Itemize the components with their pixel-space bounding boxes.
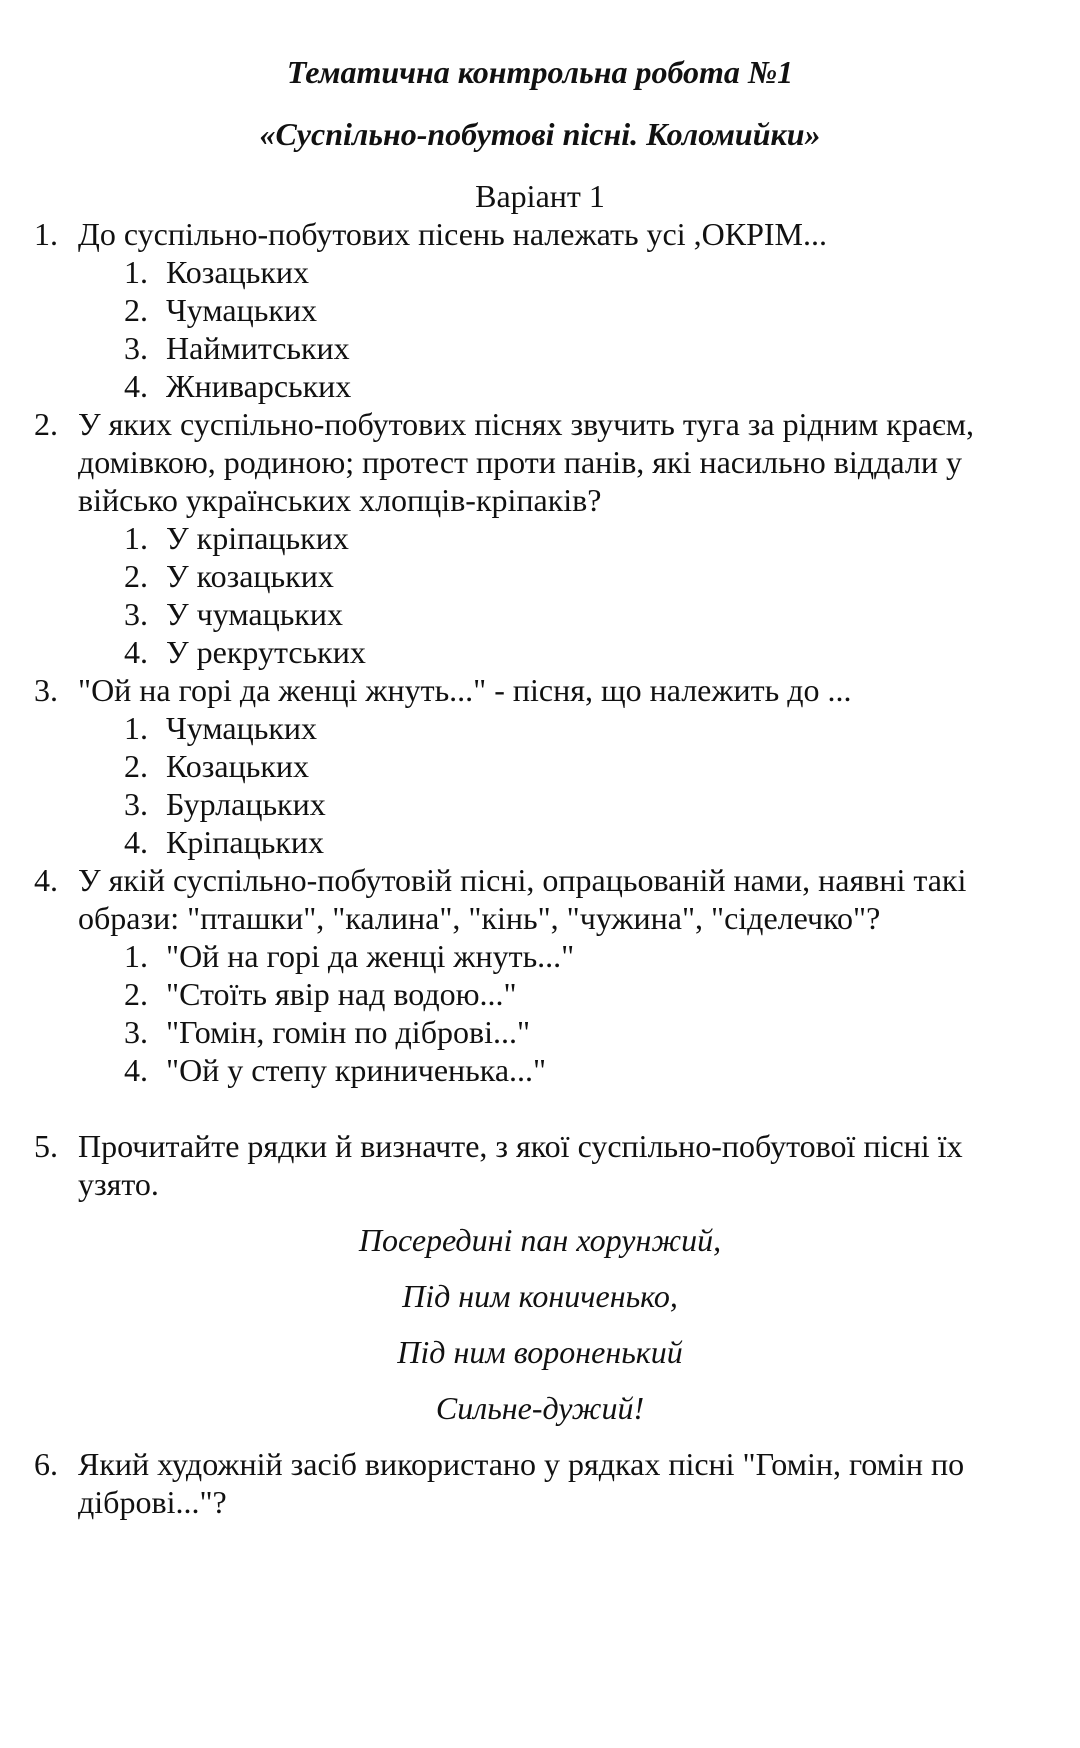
option-number: 3. xyxy=(124,786,148,822)
option-number: 2. xyxy=(124,748,148,784)
option-text: У рекрутських xyxy=(166,634,366,670)
option-number: 3. xyxy=(124,596,148,632)
question-number: 4. xyxy=(34,862,58,898)
option-number: 4. xyxy=(124,634,148,670)
poem-line: Під ним вороненький xyxy=(397,1334,683,1370)
question-text: образи: "пташки", "калина", "кінь", "чужина", "сіделечко"? xyxy=(78,900,881,936)
page-title: Тематична контрольна робота №1 xyxy=(286,54,794,90)
question-text: Прочитайте рядки й визначте, з якої суспільно-побутової пісні їх xyxy=(78,1128,963,1164)
question-number: 3. xyxy=(34,672,58,708)
question-number: 5. xyxy=(34,1128,58,1164)
option-text: Бурлацьких xyxy=(166,786,326,822)
option-text: Козацьких xyxy=(166,748,309,784)
option-number: 4. xyxy=(124,1052,148,1088)
option-number: 1. xyxy=(124,520,148,556)
poem-line: Посередині пан хорунжий, xyxy=(358,1222,722,1258)
page-subtitle: «Суспільно-побутові пісні. Коломийки» xyxy=(259,116,821,152)
option-number: 4. xyxy=(124,824,148,860)
variant-label: Варіант 1 xyxy=(475,178,605,214)
option-number: 2. xyxy=(124,292,148,328)
question-text: У яких суспільно-побутових піснях звучить туга за рідним краєм, xyxy=(78,406,975,442)
question-text: військо українських хлопців-кріпаків? xyxy=(78,482,602,518)
option-number: 1. xyxy=(124,938,148,974)
option-number: 4. xyxy=(124,368,148,404)
option-text: Жниварських xyxy=(166,368,352,404)
poem-line: Сильне-дужий! xyxy=(435,1390,645,1426)
question-text: Який художній засіб використано у рядках пісні "Гомін, гомін по xyxy=(78,1446,965,1482)
question-text: До суспільно-побутових пісень належать усі ,ОКРІМ... xyxy=(78,216,827,252)
option-number: 2. xyxy=(124,976,148,1012)
question-text: діброві..."? xyxy=(78,1484,227,1520)
question-number: 6. xyxy=(34,1446,58,1482)
option-text: "Стоїть явір над водою..." xyxy=(166,976,517,1012)
option-number: 3. xyxy=(124,1014,148,1050)
option-text: Чумацьких xyxy=(166,710,317,746)
option-text: У кріпацьких xyxy=(166,520,349,556)
option-text: Наймитських xyxy=(166,330,350,366)
option-number: 2. xyxy=(124,558,148,594)
option-number: 3. xyxy=(124,330,148,366)
option-text: У козацьких xyxy=(166,558,334,594)
question-text: домівкою, родиною; протест проти панів, які насильно віддали у xyxy=(78,444,962,480)
option-text: "Гомін, гомін по діброві..." xyxy=(166,1014,531,1050)
question-text: узято. xyxy=(78,1166,159,1202)
poem-line: Під ним кониченько, xyxy=(402,1278,678,1314)
option-text: Кріпацьких xyxy=(166,824,324,860)
question-number: 1. xyxy=(34,216,58,252)
option-text: У чумацьких xyxy=(166,596,343,632)
question-number: 2. xyxy=(34,406,58,442)
option-text: Чумацьких xyxy=(166,292,317,328)
question-text: "Ой на горі да женці жнуть..." - пісня, що належить до ... xyxy=(78,672,852,708)
option-text: "Ой на горі да женці жнуть..." xyxy=(166,938,575,974)
option-text: "Ой у степу криниченька..." xyxy=(166,1052,547,1088)
option-text: Козацьких xyxy=(166,254,309,290)
option-number: 1. xyxy=(124,710,148,746)
question-text: У якій суспільно-побутовій пісні, опрацьованій нами, наявні такі xyxy=(78,862,967,898)
option-number: 1. xyxy=(124,254,148,290)
